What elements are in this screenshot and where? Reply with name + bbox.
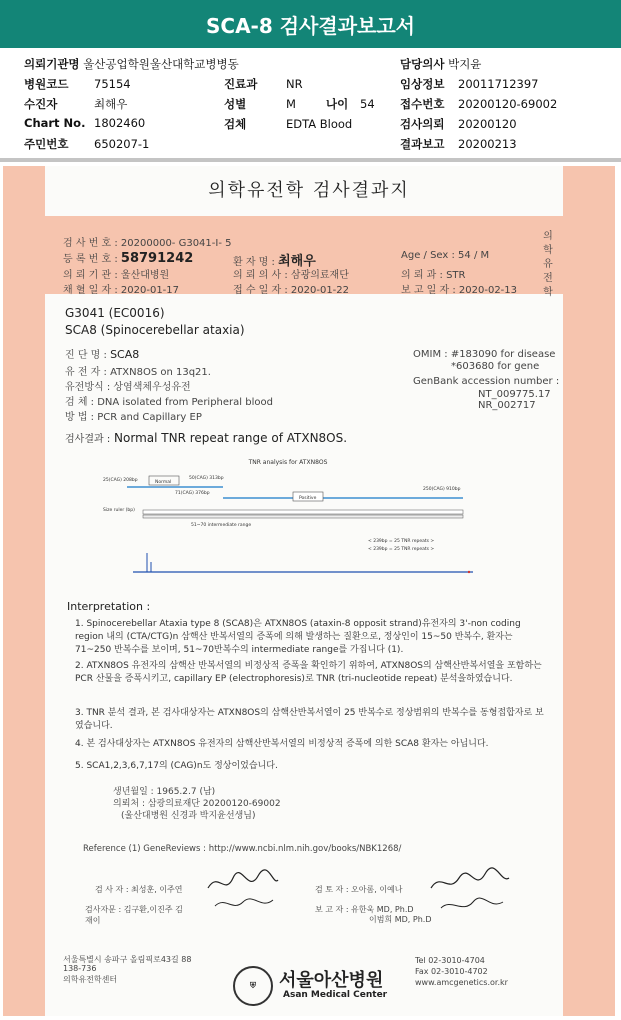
report-value: 20200213	[458, 137, 517, 151]
doctor-label: 담당의사	[400, 57, 445, 71]
fig-repeat-1: < 239bp = 25 TNR repeats >	[368, 547, 435, 552]
diag-value: SCA8	[110, 348, 140, 361]
fig-repeat-0: < 239bp = 25 TNR repeats >	[368, 539, 435, 544]
gene-value: ATXN8OS on 13q21.	[110, 367, 211, 378]
interp-4: 4. 본 검사대상자는 ATXN8OS 유전자의 삼핵산반복서열의 비정상적 증폭에 의한 SCA8 환자는 아닙니다.	[75, 739, 489, 749]
result-value: Normal TNR repeat range of ATXN8OS.	[114, 431, 348, 445]
report-label: 결과보고	[400, 137, 445, 151]
fig-label-3: 71(CAG) 376bp	[175, 491, 210, 496]
tester: 검 사 자 : 최성훈, 이주연	[95, 885, 183, 894]
receipt-label: 접수번호	[400, 97, 445, 111]
result-label: 검사결과 :	[65, 434, 111, 445]
test-code: G3041 (EC0016)	[65, 306, 165, 320]
institution-value: 울산공업학원울산대학교병병동	[83, 57, 239, 71]
right-band	[563, 166, 615, 1016]
report-title-bar	[0, 0, 621, 48]
tnr-figure	[103, 454, 473, 584]
reporter: 보 고 자 : 유한욱 MD, Ph.D	[315, 905, 414, 914]
age-sex: Age / Sex : 54 / M	[401, 250, 490, 261]
fig-label-2: 50(CAG) 313bp	[189, 476, 224, 481]
resident-value: 650207-1	[94, 137, 150, 151]
figure-title: TNR analysis for ATXN8OS	[248, 459, 328, 466]
interp-title: Interpretation :	[67, 600, 151, 613]
dept-label: 진료과	[224, 77, 258, 91]
spec-label: 검 체 :	[65, 397, 95, 408]
address-2: 138-736	[63, 964, 97, 973]
fig-label-1: Normal	[155, 480, 172, 485]
fig-label-0: 25(CAG) 208bp	[103, 478, 138, 483]
interp-1: 1. Spinocerebellar Ataxia type 8 (SCA8)은 ATXN8OS (ataxin-8 opposit strand)유전자의 3'-non coding region 내의 (CTA/CTG)n 삼핵산 반복서열의 증폭에 의해 발생하는 질환으로, 정상인이 15~50 반복수, 환자는 71~250 반복수를 보이며, 51~70반복수의 intermediate range를 가집니다 (1).	[75, 619, 521, 655]
fig-label-4: Positive	[299, 496, 317, 501]
clinical-label: 임상정보	[400, 77, 445, 91]
interp-3: 3. TNR 분석 결과, 본 검사대상자는 ATXN8OS의 삼핵산반복서열이 25 반복수로 정상범위의 반복수를 동형접합자로 보였습니다.	[75, 708, 544, 731]
method-label: 방 법 :	[65, 412, 95, 423]
req-inst: 의 뢰 기 관 : 울산대병원	[63, 270, 170, 281]
patient-value: 최해우	[94, 97, 128, 111]
chart-label: Chart No.	[24, 116, 86, 130]
reg-label: 등 록 번 호 :	[63, 254, 118, 265]
age-value: 54	[360, 97, 375, 111]
specimen-label: 검체	[224, 117, 247, 131]
divider	[0, 158, 621, 162]
hospital-en: Asan Medical Center	[283, 990, 388, 1000]
collect-date: 채 혈 일 자 : 2020-01-17	[63, 285, 180, 296]
genbank-1: NT_009775.17	[478, 389, 551, 400]
resident-label: 주민번호	[24, 137, 69, 151]
interp-2: 2. ATXN8OS 유전자의 삼핵산 반복서열의 비정상적 증폭을 확인하기 위하여, ATXN8OS의 삼핵산반복서열을 포함하는 PCR 산물을 증폭시키고, capillary EP (electrophoresis)로 TNR (tri-nucleotide repeat) 분석을하였습니다.	[75, 661, 542, 684]
interp-5: 5. SCA1,2,3,6,7,17의 (CAG)n도 정상이었습니다.	[75, 761, 278, 771]
exam-no: 검 사 번 호 : 20200000- G3041-I- 5	[63, 238, 232, 249]
receipt-value: 20200120-69002	[458, 97, 558, 111]
requester-doctor: (울산대병원 신경과 박지윤선생님)	[121, 811, 256, 821]
asan-logo: ⛨	[233, 966, 273, 1006]
hospital-code-label: 병원코드	[24, 77, 69, 91]
gene-label: 유 전 자 :	[65, 367, 107, 378]
req-dept: 의 뢰 과 : STR	[401, 270, 466, 281]
scanned-report	[3, 166, 615, 1016]
report-title: 의학유전학 검사결과지	[208, 180, 410, 201]
request-value: 20200120	[458, 117, 517, 131]
tel: Tel 02-3010-4704	[415, 956, 485, 965]
approver: 검사자문 : 김구환,이진주 김재이	[85, 905, 183, 925]
fig-label-5: 250(CAG) 910bp	[423, 487, 461, 492]
website: www.amcgenetics.or.kr	[415, 978, 508, 987]
sex-value: M	[286, 97, 296, 111]
address-3: 의학유전학센터	[63, 975, 118, 984]
inherit-value: 상염색체우성유전	[113, 382, 191, 393]
side-label: 의학유전학	[543, 231, 553, 298]
inherit-label: 유전방식 :	[65, 382, 111, 393]
spec-value: DNA isolated from Peripheral blood	[97, 397, 273, 408]
age-label: 나이	[326, 97, 349, 111]
requester: 의뢰처 : 삼광의료재단 20200120-69002	[113, 799, 281, 809]
fig-label-6: Size ruler (bp)	[103, 508, 135, 513]
disease-name: SCA8 (Spinocerebellar ataxia)	[65, 323, 245, 337]
address-1: 서울특별시 송파구 올림픽로43길 88	[63, 955, 192, 964]
omim-1: #183090 for disease	[450, 349, 556, 360]
dept-value: NR	[286, 77, 303, 91]
birth-date: 생년월일 : 1965.2.7 (남)	[113, 787, 216, 797]
reference: Reference (1) GeneReviews : http://www.ncbi.nlm.nih.gov/books/NBK1268/	[83, 844, 402, 854]
sex-label: 성별	[224, 97, 247, 111]
hospital-code-value: 75154	[94, 77, 131, 91]
patient-name: 최해우	[278, 254, 316, 269]
reg-no: 58791242	[120, 251, 194, 266]
header-info	[0, 52, 621, 156]
specimen-value: EDTA Blood	[286, 117, 353, 131]
clinical-value: 20011712397	[458, 77, 539, 91]
diag-label: 진 단 명 :	[65, 350, 107, 361]
chart-value: 1802460	[94, 116, 146, 130]
reporter-2: 이범희 MD, Ph.D	[369, 915, 432, 924]
report-date: 보 고 일 자 : 2020-02-13	[401, 285, 518, 296]
req-doc: 의 뢰 의 사 : 삼광의료재단	[233, 270, 349, 281]
left-band	[3, 166, 45, 1016]
patient-name-label: 환 자 명 :	[233, 257, 275, 268]
omim-2: *603680 for gene	[451, 361, 540, 372]
institution-label: 의뢰기관명	[24, 57, 80, 71]
doctor-value: 박지윤	[448, 57, 482, 71]
fax: Fax 02-3010-4702	[415, 967, 488, 976]
reviewer-signature	[423, 866, 513, 916]
request-label: 검사의뢰	[400, 117, 445, 131]
tester-signature	[203, 866, 283, 916]
patient-label: 수진자	[24, 97, 58, 111]
receipt-date: 접 수 일 자 : 2020-01-22	[233, 285, 350, 296]
reviewer: 검 토 자 : 오아롬, 이예나	[315, 885, 403, 894]
method-value: PCR and Capillary EP	[97, 412, 202, 423]
genbank-label: GenBank accession number :	[413, 376, 560, 387]
genbank-2: NR_002717	[478, 400, 536, 411]
page-title: SCA-8 검사결과보고서	[206, 13, 415, 38]
omim-label: OMIM :	[413, 349, 448, 360]
hospital-kr: 서울아산병원	[279, 970, 384, 991]
fig-label-7: 51~70 intermediate range	[191, 523, 252, 528]
